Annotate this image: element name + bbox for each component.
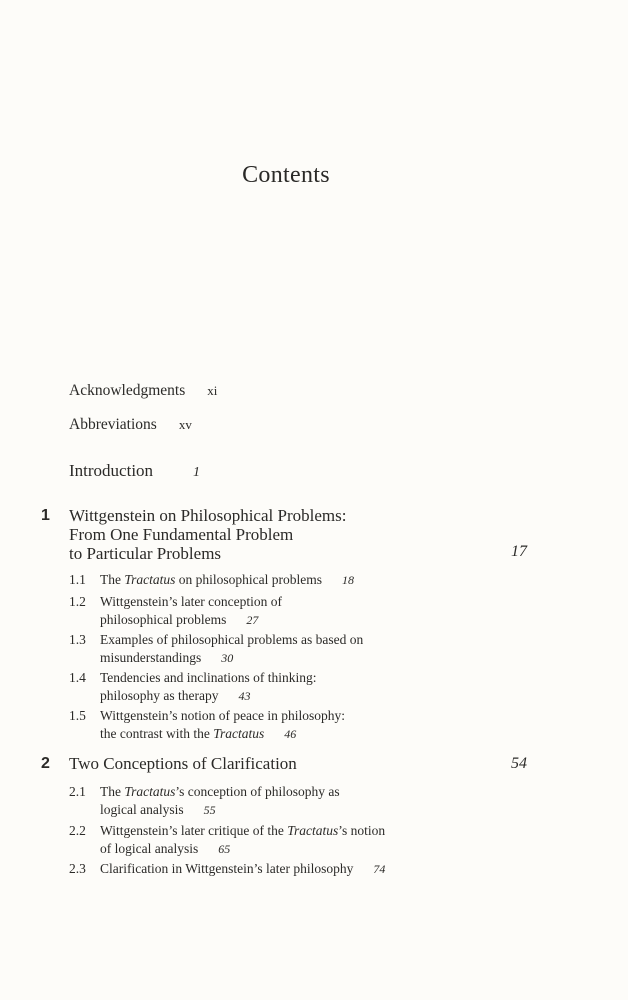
section-title: Wittgenstein’s later critique of the Tractatus’s notion of logical analysis 65 (100, 823, 386, 856)
section-page: 55 (203, 802, 216, 817)
section-title: Examples of philosophical problems as based on misunderstandings 30 (100, 632, 364, 665)
section-title: Wittgenstein’s later conception of philosophical problems 27 (100, 594, 283, 627)
chapter-title-line: to Particular Problems (69, 544, 222, 563)
section-page: 46 (284, 726, 297, 741)
chapter-number: 1 (41, 507, 50, 524)
chapter-page: 17 (511, 543, 527, 560)
section-title: Wittgenstein’s notion of peace in philosophy: the contrast with the Tractatus 46 (100, 708, 346, 741)
section-number: 1.4 (69, 670, 86, 685)
section-title: Clarification in Wittgenstein’s later philosophy 74 (100, 861, 386, 876)
toc-entry-abbreviations[interactable] (69, 416, 192, 434)
entry-page: xv (178, 417, 192, 432)
section-number: 1.3 (69, 632, 86, 647)
chapter-title-line: Wittgenstein on Philosophical Problems: (69, 506, 347, 525)
section-title: Tendencies and inclinations of thinking: philosophy as therapy 43 (100, 670, 317, 703)
page-title: Contents (242, 162, 330, 188)
section-title: The Tractatus’s conception of philosophy as logical analysis 55 (100, 784, 340, 817)
entry-page: xi (207, 383, 218, 398)
section-page: 65 (218, 841, 231, 856)
entry-label: Introduction (69, 461, 154, 480)
section-page: 27 (246, 612, 259, 627)
entry-page: 1 (193, 465, 201, 480)
section-title: The Tractatus on philosophical problems 18 (100, 572, 354, 587)
section-number: 2.3 (69, 861, 86, 876)
section-page: 43 (238, 688, 251, 703)
chapter-title[interactable] (69, 506, 346, 563)
section-page: 74 (373, 862, 386, 876)
section-page: 30 (221, 650, 234, 665)
chapter-title-line: From One Fundamental Problem (69, 525, 294, 544)
section-number: 2.2 (69, 823, 86, 838)
chapter-number: 2 (41, 755, 50, 772)
section-number: 1.1 (69, 572, 86, 587)
section-number: 1.2 (69, 594, 86, 609)
chapter-page: 54 (511, 755, 527, 772)
section-number: 2.1 (69, 784, 86, 799)
section-page: 18 (342, 573, 354, 587)
entry-label: Acknowledgments (69, 382, 186, 399)
section-number: 1.5 (69, 708, 86, 723)
chapter-title[interactable]: Two Conceptions of Clarification (69, 754, 297, 773)
toc-entry-acknowledgments[interactable] (69, 382, 217, 400)
toc-entry-introduction[interactable] (69, 461, 200, 481)
entry-label: Abbreviations (69, 416, 157, 433)
